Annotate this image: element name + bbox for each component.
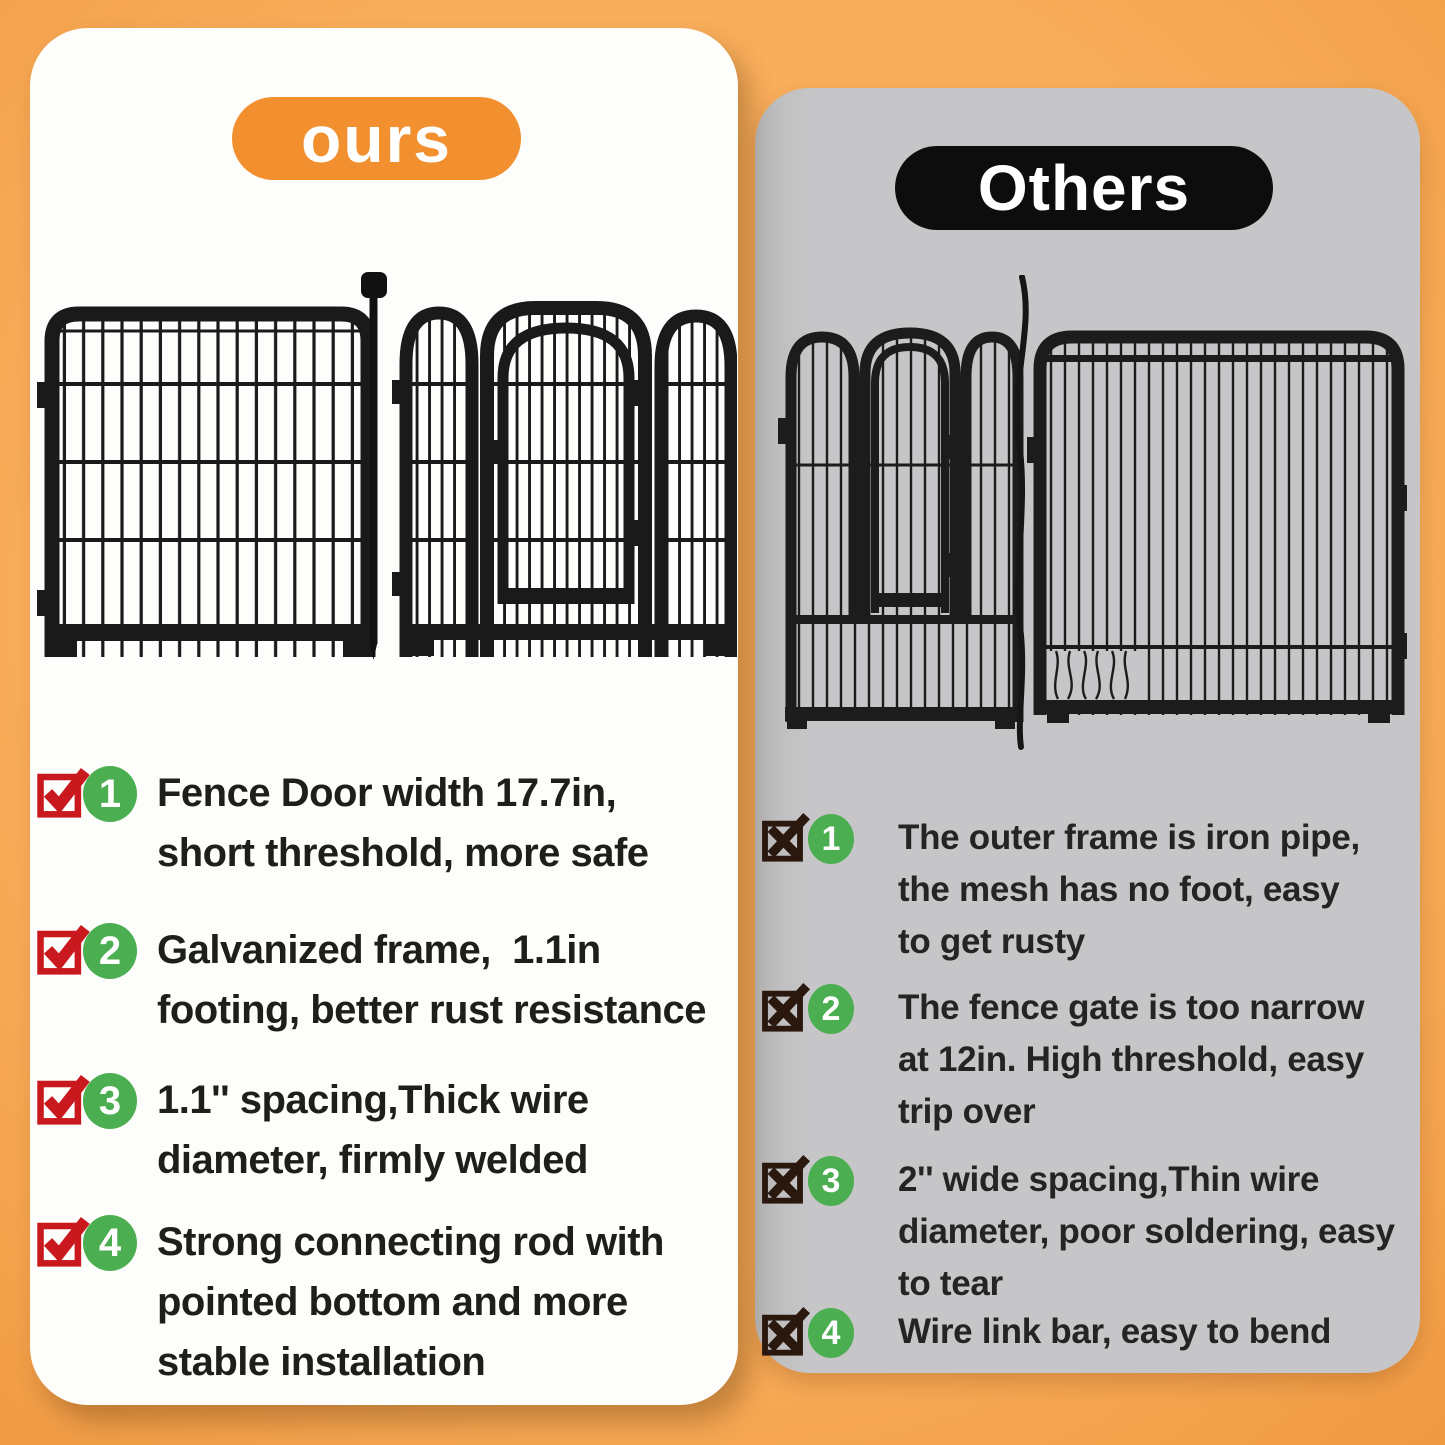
- feature-text: Galvanized frame, 1.1in footing, better rust resistance: [157, 928, 707, 1032]
- others-drawback-4: [760, 1306, 1420, 1358]
- drawback-text: 2'' wide spacing,Thin wire diameter, poor soldering, easy to tear: [898, 1160, 1395, 1303]
- drawback-text: Wire link bar, easy to bend: [898, 1312, 1332, 1351]
- ours-feature-1: [34, 763, 734, 883]
- feature-text: Fence Door width 17.7in, short threshold, more safe: [157, 771, 649, 875]
- item-number-badge: 4: [83, 1215, 137, 1271]
- item-number-badge: 3: [808, 1156, 854, 1206]
- others-fence-image: [778, 275, 1410, 750]
- ours-feature-4: [34, 1212, 734, 1392]
- feature-text: 1.1'' spacing,Thick wire diameter, firmly welded: [157, 1078, 589, 1182]
- feature-text: Strong connecting rod with pointed bottom and more stable installation: [157, 1220, 664, 1384]
- item-number-badge: 3: [83, 1073, 137, 1129]
- ours-badge-label: ours: [300, 101, 453, 176]
- red-checkbox-icon: [34, 1212, 90, 1268]
- drawback-text: The outer frame is iron pipe, the mesh has no foot, easy to get rusty: [898, 818, 1360, 961]
- others-drawback-1: [760, 812, 1420, 968]
- dark-x-checkbox-icon: [760, 1306, 810, 1356]
- drawback-text: The fence gate is too narrow at 12in. High threshold, easy trip over: [898, 988, 1365, 1131]
- red-checkbox-icon: [34, 763, 90, 819]
- others-drawback-2: [760, 982, 1420, 1138]
- ours-badge: [232, 97, 521, 180]
- item-number-badge: 2: [808, 984, 854, 1034]
- item-number-badge: 4: [808, 1308, 854, 1358]
- others-badge-label: Others: [977, 152, 1191, 224]
- ours-panel: [30, 28, 738, 1405]
- ours-feature-3: [34, 1070, 734, 1190]
- dark-x-checkbox-icon: [760, 1154, 810, 1204]
- red-checkbox-icon: [34, 1070, 90, 1126]
- red-checkbox-icon: [34, 920, 90, 976]
- ours-fence-image: [35, 272, 737, 662]
- item-number-badge: 1: [83, 766, 137, 822]
- ours-feature-2: [34, 920, 734, 1040]
- item-number-badge: 2: [83, 923, 137, 979]
- dark-x-checkbox-icon: [760, 982, 810, 1032]
- dark-x-checkbox-icon: [760, 812, 810, 862]
- item-number-badge: 1: [808, 814, 854, 864]
- others-drawback-3: [760, 1154, 1420, 1310]
- others-badge: [895, 146, 1273, 230]
